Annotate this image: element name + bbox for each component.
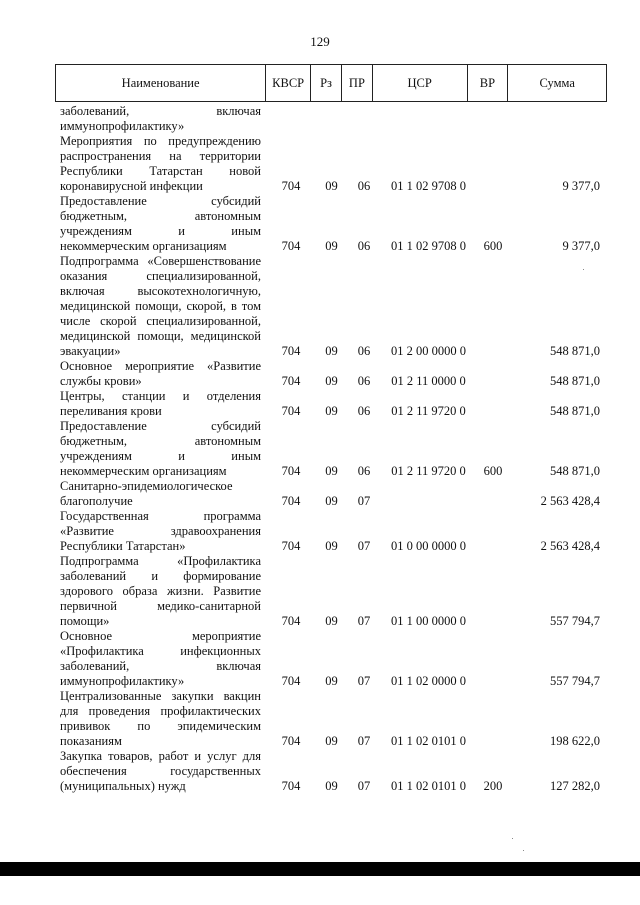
row-kvsr: 704 — [281, 464, 301, 478]
row-sum: 548 871,0 — [550, 464, 600, 478]
row-sum: 9 377,0 — [562, 239, 600, 253]
row-csr: 01 1 02 0000 0 — [391, 674, 466, 688]
header-name: Наименование — [56, 65, 266, 101]
row-kvsr: 704 — [281, 614, 301, 628]
row-csr: 01 2 11 9720 0 — [391, 464, 466, 478]
table-row — [60, 419, 600, 479]
row-kvsr: 704 — [281, 734, 301, 748]
row-pr: 06 — [357, 374, 371, 388]
table-row — [60, 359, 600, 389]
header-csr: ЦСР — [373, 65, 468, 101]
header-vr: ВР — [468, 65, 509, 101]
row-pr: 06 — [357, 344, 371, 358]
table-row — [60, 749, 600, 794]
row-pr: 07 — [357, 674, 371, 688]
row-rz: 09 — [325, 344, 338, 358]
row-kvsr: 704 — [281, 494, 301, 508]
row-kvsr: 704 — [281, 344, 301, 358]
row-csr: 01 0 00 0000 0 — [391, 539, 466, 553]
row-csr: 01 2 11 0000 0 — [391, 374, 466, 388]
header-sum: Сумма — [539, 75, 575, 90]
row-name: Закупка товаров, работ и услуг для обеспечения государственных (муниципальных) нужд — [60, 749, 261, 793]
page-number: 129 — [310, 34, 330, 49]
row-name: Централизованные закупки вакцин для проведения профилактических прививок по эпидемическим показаниям — [60, 689, 261, 748]
row-vr: 200 — [483, 779, 503, 793]
row-rz: 09 — [325, 374, 338, 388]
row-rz: 09 — [325, 734, 338, 748]
row-sum: 548 871,0 — [550, 404, 600, 418]
row-csr: 01 1 02 9708 0 — [391, 239, 466, 253]
row-name: Предоставление субсидий бюджетным, автономным учреждениям и иным некоммерческим организациям — [60, 419, 261, 478]
row-rz: 09 — [325, 464, 338, 478]
row-vr: 600 — [483, 464, 503, 478]
table-row — [60, 554, 600, 629]
row-sum: 548 871,0 — [550, 374, 600, 388]
row-name: Мероприятия по предупреждению распространения на территории Республики Татарстан новой коронавирусной инфекции — [60, 134, 261, 193]
table-row — [60, 194, 600, 254]
row-csr: 01 1 02 0101 0 — [391, 779, 466, 793]
row-name: заболеваний, включая иммунопрофилактику» — [60, 104, 261, 133]
row-rz: 09 — [325, 404, 338, 418]
row-csr: 01 1 02 0101 0 — [391, 734, 466, 748]
row-rz: 09 — [325, 779, 338, 793]
row-pr: 07 — [357, 734, 371, 748]
row-kvsr: 704 — [281, 674, 301, 688]
row-sum: 127 282,0 — [550, 779, 600, 793]
row-csr: 01 1 02 9708 0 — [391, 179, 466, 193]
row-sum: 557 794,7 — [550, 674, 600, 688]
scan-speck — [523, 850, 524, 851]
row-csr: 01 1 00 0000 0 — [391, 614, 466, 628]
scan-speck — [512, 838, 513, 839]
row-rz: 09 — [325, 539, 338, 553]
row-rz: 09 — [325, 239, 338, 253]
row-pr: 06 — [357, 239, 371, 253]
row-sum: 548 871,0 — [550, 344, 600, 358]
row-csr: 01 2 11 9720 0 — [391, 404, 466, 418]
scan-speck — [583, 269, 584, 270]
row-pr: 07 — [357, 614, 371, 628]
header-kvsr: КВСР — [266, 65, 311, 101]
table-row — [60, 689, 600, 749]
header-rz: Рз — [311, 65, 342, 101]
row-name: Санитарно-эпидемиологическое благополучие — [60, 479, 233, 508]
table-header — [55, 64, 607, 102]
row-name: Подпрограмма «Совершенствование оказания специализированной, включая высокотехнологичную, медицинской помощи, скорой, в том числе скорой специализированной, медицинской помощи, медицинской эвакуации» — [60, 254, 261, 358]
row-sum: 198 622,0 — [550, 734, 600, 748]
row-name: Центры, станции и отделения переливания крови — [60, 389, 261, 418]
row-name: Государственная программа «Развитие здравоохранения Республики Татарстан» — [60, 509, 261, 553]
row-kvsr: 704 — [281, 239, 301, 253]
table-row — [60, 509, 600, 554]
row-name: Основное мероприятие «Профилактика инфекционных заболеваний, включая иммунопрофилактику» — [60, 629, 261, 688]
row-pr: 06 — [357, 404, 371, 418]
row-kvsr: 704 — [281, 539, 301, 553]
row-sum: 2 563 428,4 — [540, 539, 600, 553]
row-rz: 09 — [325, 494, 338, 508]
table-row — [60, 629, 600, 689]
table-row — [60, 134, 600, 194]
row-pr: 07 — [357, 539, 371, 553]
row-pr: 07 — [357, 494, 371, 508]
row-kvsr: 704 — [281, 404, 301, 418]
row-name: Предоставление субсидий бюджетным, автономным учреждениям и иным некоммерческим организациям — [60, 194, 261, 253]
row-pr: 06 — [357, 464, 371, 478]
row-rz: 09 — [325, 614, 338, 628]
row-kvsr: 704 — [281, 374, 301, 388]
row-pr: 07 — [357, 779, 371, 793]
table-row — [60, 254, 600, 359]
row-sum: 2 563 428,4 — [540, 494, 600, 508]
row-sum: 9 377,0 — [562, 179, 600, 193]
row-kvsr: 704 — [281, 179, 301, 193]
row-name: Основное мероприятие «Развитие службы крови» — [60, 359, 261, 388]
header-pr: ПР — [342, 65, 373, 101]
row-sum: 557 794,7 — [550, 614, 600, 628]
row-rz: 09 — [325, 674, 338, 688]
row-vr: 600 — [483, 239, 503, 253]
row-name: Подпрограмма «Профилактика заболеваний и формирование здорового образа жизни. Развитие первичной медико-санитарной помощи» — [60, 554, 261, 628]
table-row — [60, 104, 600, 134]
row-csr: 01 2 00 0000 0 — [391, 344, 466, 358]
row-pr: 06 — [357, 179, 371, 193]
scan-bottom-edge — [0, 862, 640, 876]
row-rz: 09 — [325, 179, 338, 193]
table-body — [60, 104, 600, 794]
table-row — [60, 389, 600, 419]
row-kvsr: 704 — [281, 779, 301, 793]
table-row — [60, 479, 600, 509]
